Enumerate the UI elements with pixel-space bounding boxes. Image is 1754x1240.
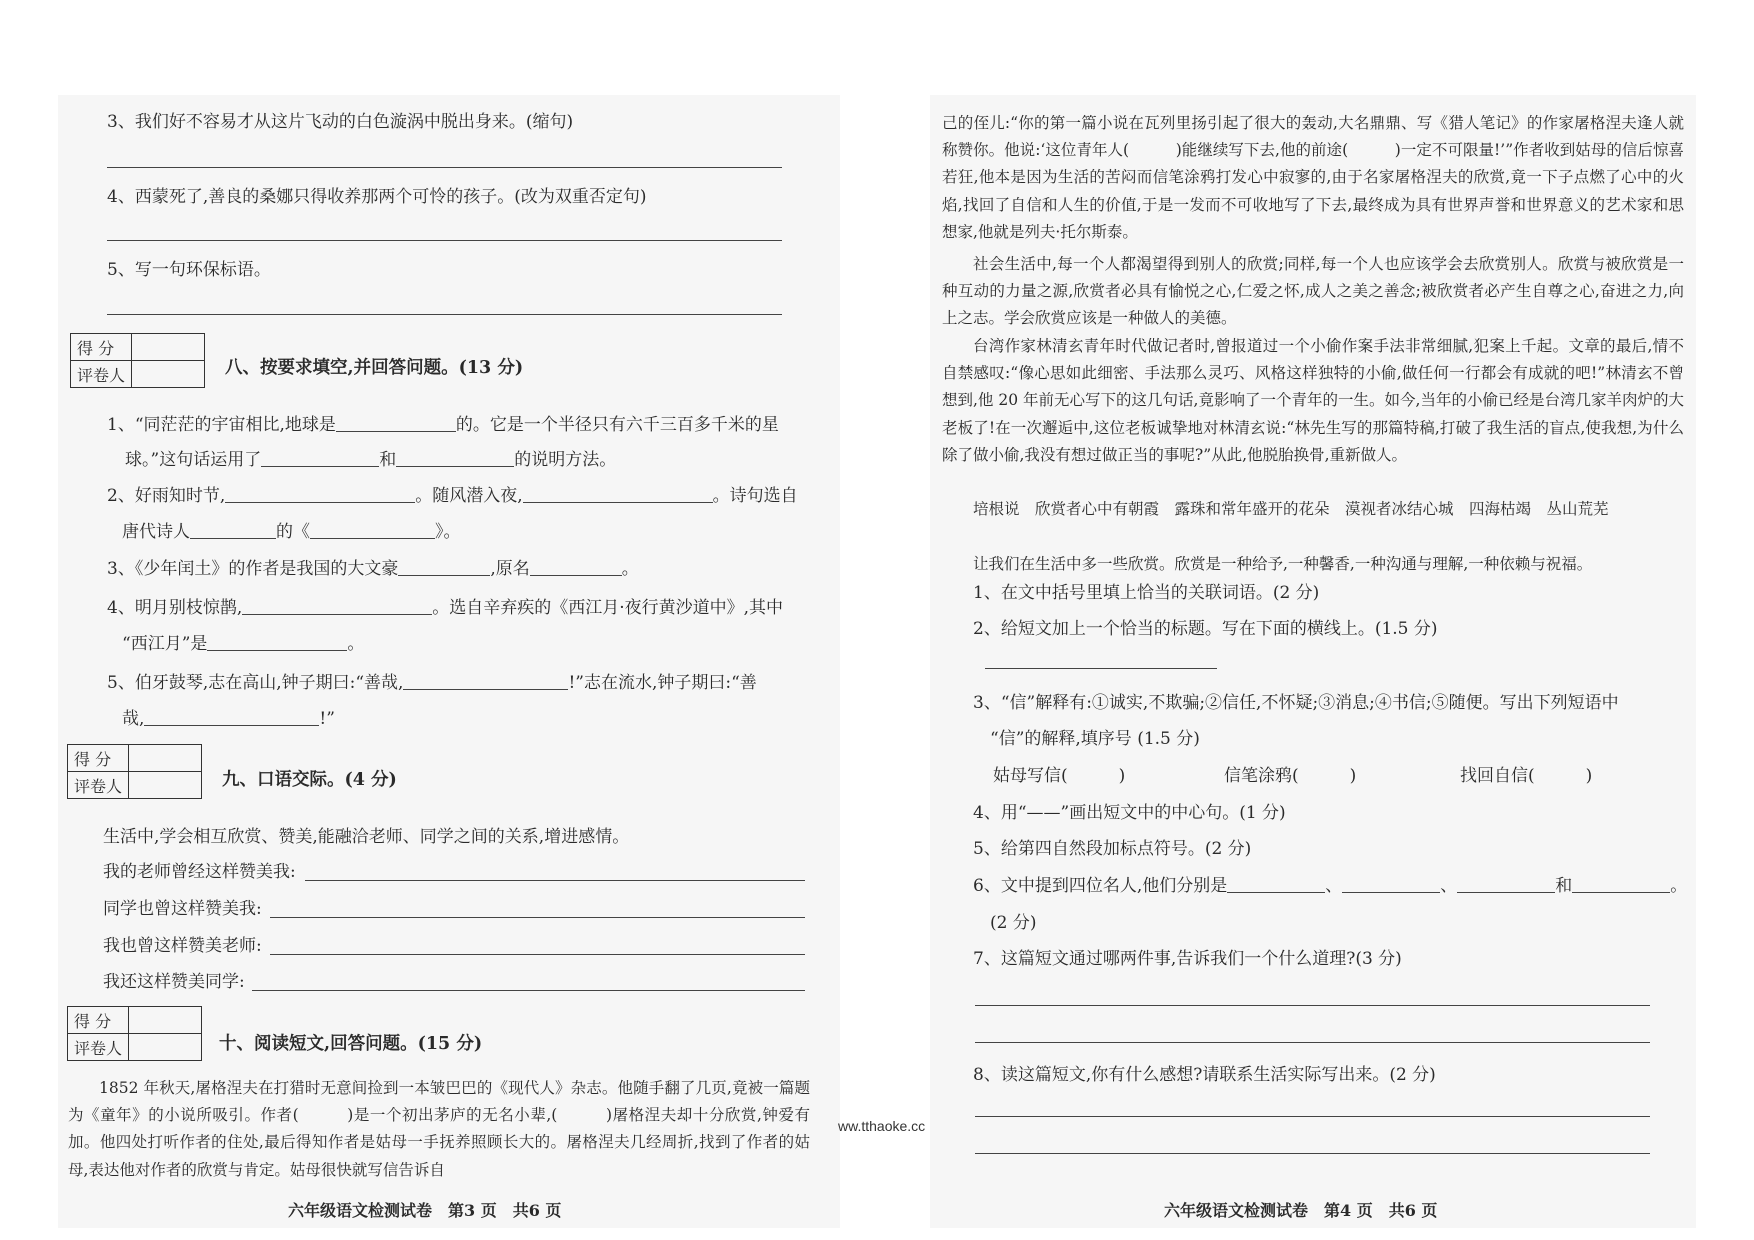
reading-passage-paragraph-unpunctuated: 培根说 欣赏者心中有朝霞 露珠和常年盛开的花朵 漠视者冰结心城 四海枯竭 丛山荒芜 — [973, 500, 1609, 518]
blank[interactable] — [1457, 876, 1555, 893]
blank[interactable] — [1572, 876, 1670, 893]
score-box — [70, 333, 205, 388]
score-label: 得 分 — [68, 745, 129, 772]
blank[interactable] — [396, 450, 514, 467]
reading-passage-paragraph: 社会生活中,每一个人都渴望得到别人的欣赏;同样,每一个人也应该学会去欣赏别人。欣赏与被欣赏是一种互动的力量之源,欣赏者必具有愉悦之心,仁爱之怀,成人之美之善念;被欣赏者必产生自尊之心,奋进之力,向上之志。学会欣赏应该是一种做人的美德。 — [942, 255, 1684, 328]
section-10-title: 十、阅读短文,回答问题。(15 分) — [219, 1034, 483, 1054]
meaning-answer-item[interactable]: 姑母写信( ) — [993, 766, 1126, 786]
grader-cell[interactable] — [129, 1034, 202, 1061]
praise-prompt: 我的老师曾经这样赞美我: — [103, 862, 296, 882]
score-box — [67, 1006, 202, 1061]
blank[interactable] — [310, 522, 435, 539]
question-7-5: 5、写一句环保标语。 — [107, 260, 271, 280]
question-8-4: 4、明月别枝惊鹊, 。选自辛弃疾的《西江月·夜行黄沙道中》,其中 — [107, 598, 784, 618]
meaning-answer-item[interactable]: 信笔涂鸦( ) — [1224, 766, 1357, 786]
score-cell[interactable] — [132, 334, 205, 361]
section-9-title: 九、口语交际。(4 分) — [222, 770, 397, 790]
praise-prompt: 同学也曾这样赞美我: — [103, 899, 262, 919]
blank[interactable] — [207, 634, 347, 651]
question-8-1-cont: 球。”这句话运用了 和 的说明方法。 — [125, 450, 617, 470]
section-9-intro: 生活中,学会相互欣赏、赞美,能融洽老师、同学之间的关系,增进感情。 — [103, 827, 630, 847]
score-label: 得 分 — [71, 334, 132, 361]
blank[interactable] — [523, 486, 713, 503]
reading-question-3-cont: “信”的解释,填序号 (1.5 分) — [990, 729, 1200, 749]
blank[interactable] — [1227, 876, 1325, 893]
blank[interactable] — [530, 559, 622, 576]
section-8-title: 八、按要求填空,并回答问题。(13 分) — [225, 358, 524, 378]
title-answer-line[interactable] — [985, 668, 1217, 669]
question-8-1: 1、“同茫茫的宇宙相比,地球是 的。它是一个半径只有六千三百多千米的星 — [107, 415, 779, 435]
reading-question-8: 8、读这篇短文,你有什么感想?请联系生活实际写出来。(2 分) — [973, 1065, 1436, 1085]
reading-passage-paragraph: 让我们在生活中多一些欣赏。欣赏是一种给予,一种馨香,一种沟通与理解,一种依赖与祝福。 — [973, 555, 1593, 573]
reading-question-5: 5、给第四自然段加标点符号。(2 分) — [973, 839, 1252, 859]
grader-label: 评卷人 — [71, 361, 132, 388]
grader-label: 评卷人 — [68, 1034, 129, 1061]
question-7-4: 4、西蒙死了,善良的桑娜只得收养那两个可怜的孩子。(改为双重否定句) — [107, 187, 647, 207]
blank[interactable] — [336, 415, 456, 432]
question-7-3: 3、我们好不容易才从这片飞动的白色漩涡中脱出身来。(缩句) — [107, 112, 574, 132]
reading-question-4: 4、用“——”画出短文中的中心句。(1 分) — [973, 803, 1286, 823]
answer-line[interactable] — [975, 1116, 1650, 1117]
reading-passage-paragraph: 台湾作家林清玄青年时代做记者时,曾报道过一个小偷作案手法非常细腻,犯案上千起。文章的最后,情不自禁感叹:“像心思如此细密、手法那么灵巧、风格这样独特的小偷,做任何一行都会有成就的吧!”林清玄不曾想到,他 20 年前无心写下的这几句话,竟影响了一个青年的一生。如今,当年的小偷已经是台湾几家羊肉炉的大老板了!在一次邂逅中,这位老板诚挚地对林清玄说:“林先生写的那篇特稿,打破了我生活的盲点,使我想,为什么除了做小偷,我没有想过做正当的事呢?”从此,他脱胎换骨,重新做人。 — [942, 337, 1684, 464]
answer-line[interactable] — [305, 880, 805, 881]
reading-question-6-points: (2 分) — [990, 913, 1037, 933]
answer-line[interactable] — [270, 954, 805, 955]
score-cell[interactable] — [129, 745, 202, 772]
answer-line[interactable] — [975, 1153, 1650, 1154]
praise-prompt: 我还这样赞美同学: — [103, 972, 245, 992]
question-8-3: 3、《少年闰土》的作者是我国的大文豪 ,原名 。 — [107, 559, 639, 579]
grader-cell[interactable] — [132, 361, 205, 388]
answer-line[interactable] — [107, 240, 782, 241]
blank[interactable] — [144, 709, 319, 726]
page-footer: 六年级语文检测试卷 第3 页 共6 页 — [288, 1201, 562, 1220]
question-8-5-cont: 哉, !” — [122, 709, 335, 729]
reading-question-2: 2、给短文加上一个恰当的标题。写在下面的横线上。(1.5 分) — [973, 619, 1438, 639]
question-8-2-cont: 唐代诗人 的《 》。 — [122, 522, 461, 542]
praise-prompt: 我也曾这样赞美老师: — [103, 936, 262, 956]
reading-question-3: 3、“信”解释有:①诚实,不欺骗;②信任,不怀疑;③消息;④书信;⑤随便。写出下列短语中 — [973, 693, 1619, 713]
blank[interactable] — [261, 450, 379, 467]
score-box — [67, 744, 202, 799]
question-8-4-cont: “西江月”是 。 — [122, 634, 365, 654]
blank[interactable] — [190, 522, 276, 539]
blank[interactable] — [225, 486, 415, 503]
blank[interactable] — [403, 673, 568, 690]
answer-line[interactable] — [252, 990, 805, 991]
reading-passage-part1: 1852 年秋天,屠格涅夫在打猎时无意间捡到一本皱巴巴的《现代人》杂志。他随手翻了几页,竟被一篇题为《童年》的小说所吸引。作者( )是一个初出茅庐的无名小辈,( )屠格涅夫却十分欣赏,钟爱有加。他四处打听作者的住处,最后得知作者是姑母一手抚养照顾长大的。屠格涅夫几经周折,找到了作者的姑母,表达他对作者的欣赏与肯定。姑母很快就写信告诉自 — [68, 1079, 810, 1179]
blank[interactable] — [1342, 876, 1440, 893]
question-8-5: 5、伯牙鼓琴,志在高山,钟子期曰:“善哉, !”志在流水,钟子期曰:“善 — [107, 673, 757, 693]
reading-question-7: 7、这篇短文通过哪两件事,告诉我们一个什么道理?(3 分) — [973, 949, 1402, 969]
page-footer: 六年级语文检测试卷 第4 页 共6 页 — [1164, 1201, 1438, 1220]
meaning-answer-item[interactable]: 找回自信( ) — [1460, 766, 1593, 786]
grader-cell[interactable] — [129, 772, 202, 799]
answer-line[interactable] — [107, 314, 782, 315]
reading-passage-part2: 己的侄儿:“你的第一篇小说在瓦列里扬引起了很大的轰动,大名鼎鼎、写《猎人笔记》的作家屠格涅夫逢人就称赞你。他说:‘这位青年人( )能继续写下去,他的前途( )一定不可限量!’”作者收到姑母的信后惊喜若狂,他本是因为生活的苦闷而信笔涂鸦打发心中寂寥的,由于名家屠格涅夫的欣赏,竟一下子点燃了心中的火焰,找回了自信和人生的价值,于是一发而不可收地写了下去,最终成为具有世界声誉和世界意义的艺术家和思想家,他就是列夫·托尔斯泰。 — [942, 114, 1684, 241]
blank[interactable] — [242, 598, 432, 615]
reading-question-1: 1、在文中括号里填上恰当的关联词语。(2 分) — [973, 583, 1320, 603]
answer-line[interactable] — [975, 1005, 1650, 1006]
question-8-2: 2、好雨知时节, 。随风潜入夜, 。诗句选自 — [107, 486, 798, 506]
answer-line[interactable] — [270, 917, 805, 918]
answer-line[interactable] — [975, 1042, 1650, 1043]
watermark: ww.tthaoke.cc — [838, 1118, 926, 1134]
reading-question-6: 6、文中提到四位名人,他们分别是 、 、 和 。 — [973, 876, 1688, 896]
grader-label: 评卷人 — [68, 772, 129, 799]
score-cell[interactable] — [129, 1007, 202, 1034]
score-label: 得 分 — [68, 1007, 129, 1034]
answer-line[interactable] — [107, 167, 782, 168]
blank[interactable] — [398, 559, 490, 576]
